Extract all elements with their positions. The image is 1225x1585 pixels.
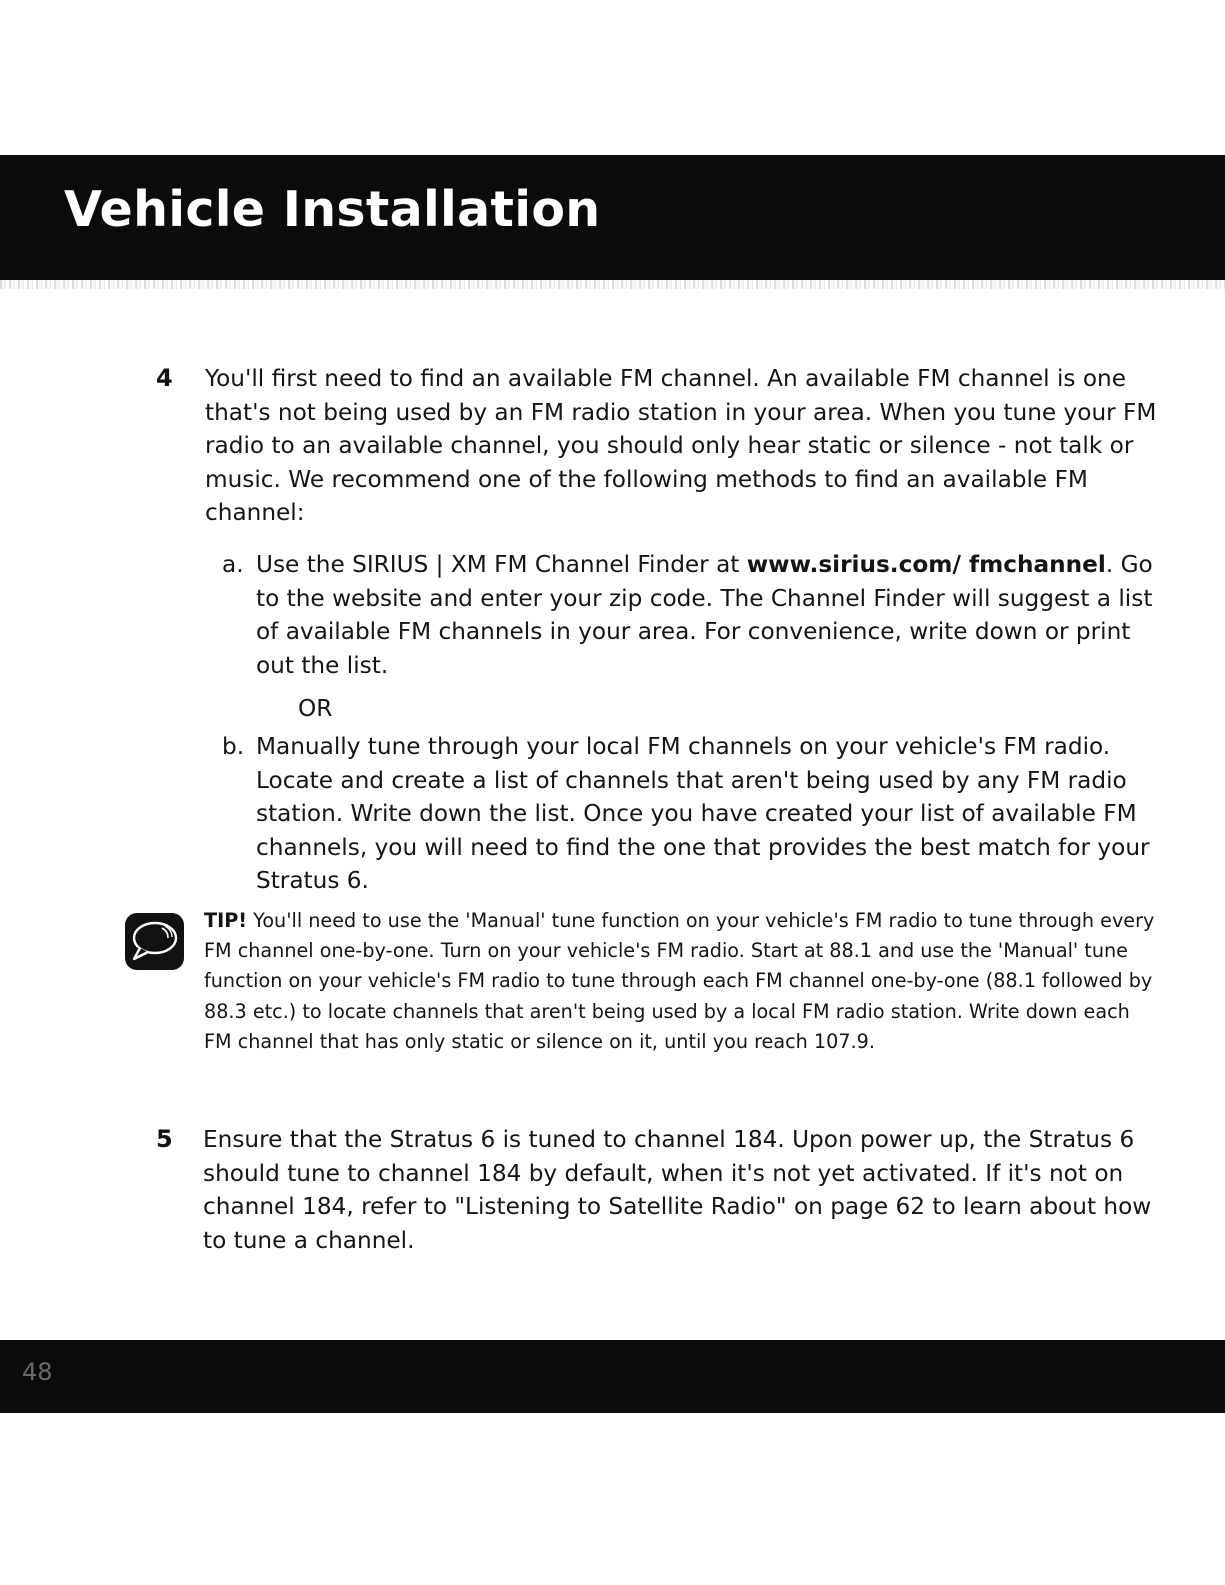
page-number: 48 — [22, 1358, 53, 1386]
tip-body: You'll need to use the 'Manual' tune function on your vehicle's FM radio to tune through every FM channel one-by-one. Turn on your vehicle's FM radio. Start at 88.1 and use the 'Manual' tune function on your vehicle's FM radio to tune through each FM channel one-by-one (88.1 followed by 88.3 etc.) to locate channels that aren't being used by a local FM radio station. Write down each FM channel that has only static or silence on it, until you reach 107.9. — [204, 909, 1155, 1053]
tip-label: TIP! — [204, 909, 248, 932]
tip-text — [204, 906, 1159, 1057]
option-a-letter: a. — [222, 551, 244, 578]
channel-finder-link: www.sirius.com/ fmchannel — [746, 551, 1106, 578]
option-b-text: Manually tune through your local FM channels on your vehicle's FM radio. Locate and create a list of channels that aren't being used by any FM radio station. Write down the list. Once you have created your list of available FM channels, you will need to find the one that provides the best match for your Stratus 6. — [256, 733, 1150, 894]
or-separator: OR — [298, 695, 333, 722]
option-a-text — [256, 548, 1162, 682]
step-number-5: 5 — [156, 1125, 173, 1153]
option-a-text-before: Use the SIRIUS | XM FM Channel Finder at — [256, 551, 747, 578]
step-4-text: You'll first need to find an available FM channel. An available FM channel is one that's not being used by an FM radio station in your area. When you tune your FM radio to an available channel, you should only hear static or silence - not talk or music. We recommend one of the following methods to find an available FM channel: — [205, 365, 1157, 526]
option-b — [222, 730, 1162, 898]
option-a-text-after: . Go to the website and enter your zip code. The Channel Finder will suggest a list of available FM channels in your area. For convenience, write down or print out the list. — [256, 551, 1153, 679]
step-number-4: 4 — [156, 364, 173, 392]
header-fringe — [0, 280, 1225, 289]
speech-bubble-icon — [124, 912, 185, 971]
option-a — [222, 548, 1162, 682]
footer-bar — [0, 1340, 1225, 1413]
option-b-letter: b. — [222, 733, 245, 760]
step-5-text: Ensure that the Stratus 6 is tuned to channel 184. Upon power up, the Stratus 6 should tune to channel 184 by default, when it's not yet activated. If it's not on channel 184, refer to "Listening to Satellite Radio" on page 62 to learn about how to tune a channel. — [203, 1126, 1152, 1254]
page-title: Vehicle Installation — [64, 181, 601, 238]
